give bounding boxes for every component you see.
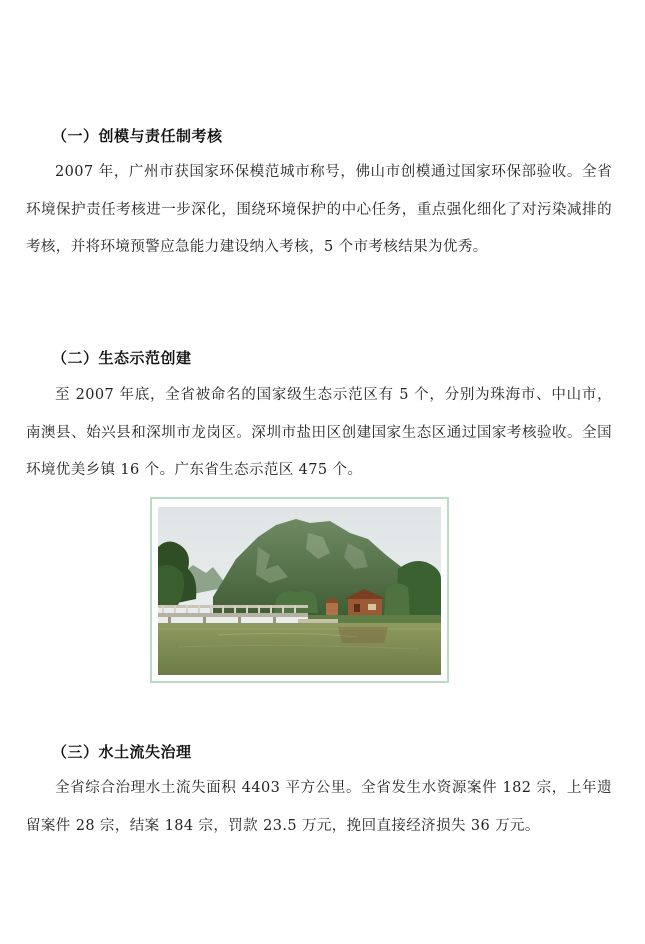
landscape-photo-icon <box>158 507 441 675</box>
landscape-photo-frame <box>150 497 449 683</box>
section-3-paragraph: 全省综合治理水土流失面积 4403 平方公里。全省发生水资源案件 182 宗，上年遗留案件 28 宗，结案 184 宗，罚款 23.5 万元，挽回直接经济损失 36 万元。 <box>26 780 612 834</box>
section-3-heading: （三）水土流失治理 <box>52 743 192 761</box>
section-2-paragraph: 至 2007 年底，全省被命名的国家级生态示范区有 5 个，分别为珠海市、中山市，南澳县、始兴县和深圳市龙岗区。深圳市盐田区创建国家生态区通过国家考核验收。全国环境优美乡镇 16 个。广东省生态示范区 475 个。 <box>26 387 612 478</box>
section-2-heading: （二）生态示范创建 <box>52 349 192 367</box>
section-1-heading: （一）创模与责任制考核 <box>52 127 223 145</box>
section-1-paragraph: 2007 年，广州市获国家环保模范城市称号，佛山市创模通过国家环保部验收。全省环境保护责任考核进一步深化，围绕环境保护的中心任务，重点强化细化了对污染减排的考核，并将环境预警应急能力建设纳入考核，5 个市考核结果为优秀。 <box>26 164 612 255</box>
